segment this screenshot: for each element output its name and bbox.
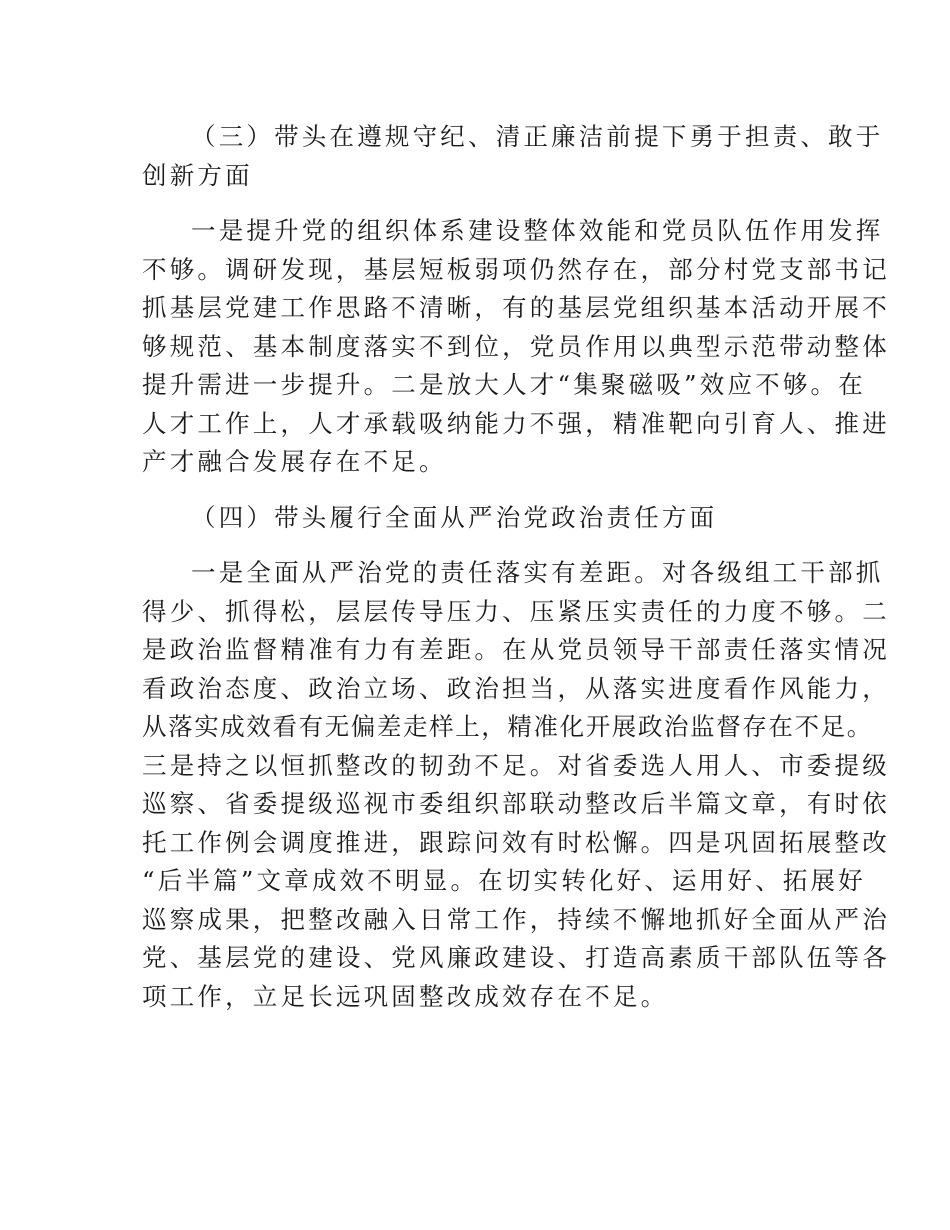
text-line: “后半篇”文章成效不明显。在切实转化好、运用好、拓展好 (142, 866, 866, 895)
text-line: 够规范、基本制度落实不到位，党员作用以典型示范带动整体 (142, 331, 890, 361)
text-line: 产才融合发展存在不足。 (142, 447, 447, 476)
text-line: 党、基层党的建设、党风廉政建设、打造高素质干部队伍等各 (142, 943, 890, 972)
text-line: 看政治态度、政治立场、政治担当，从落实进度看作风能力， (142, 673, 890, 703)
text-line: 托工作例会调度推进，跟踪问效有时松懈。四是巩固拓展整改 (142, 827, 890, 857)
text-line: 人才工作上，人才承载吸纳能力不强，精准靶向引育人、推进 (142, 408, 890, 438)
text-line: 创新方面 (142, 160, 253, 190)
text-line: 是政治监督精准有力有差距。在从党员领导干部责任落实情况 (142, 635, 890, 664)
document-body (142, 118, 890, 1033)
text-line: 一是全面从严治党的责任落实有差距。对各级组工干部抓 (191, 558, 884, 587)
text-line: 项工作，立足长远巩固整改成效存在不足。 (142, 981, 669, 1011)
text-line: 一是提升党的组织体系建设整体效能和党员队伍作用发挥 (191, 216, 884, 245)
body-paragraph-2 (142, 554, 890, 1016)
text-line: 从落实成效看有无偏差走样上，精准化开展政治监督存在不足。 (142, 712, 873, 741)
body-paragraph-1 (142, 212, 890, 482)
text-line: 巡察成果，把整改融入日常工作，持续不懈地抓好全面从严治 (142, 904, 890, 934)
text-line: 提升需进一步提升。二是放大人才“集聚磁吸”效应不够。在 (142, 370, 866, 399)
text-line: 三是持之以恒抓整改的韧劲不足。对省委选人用人、市委提级 (142, 750, 890, 780)
text-line: （三）带头在遵规守纪、清正廉洁前提下勇于担责、敢于 (191, 122, 884, 151)
section-heading-3 (142, 118, 884, 195)
text-line: 巡察、省委提级巡视市委组织部联动整改后半篇文章，有时依 (142, 789, 890, 818)
text-line: （四）带头履行全面从严治党政治责任方面 (191, 502, 718, 532)
text-line: 得少、抓得松，层层传导压力、压紧压实责任的力度不够。二 (142, 596, 890, 626)
text-line: 不够。调研发现，基层短板弱项仍然存在，部分村党支部书记 (142, 254, 890, 284)
section-heading-4 (142, 499, 822, 538)
text-line: 抓基层党建工作思路不清晰，有的基层党组织基本活动开展不 (142, 293, 890, 322)
